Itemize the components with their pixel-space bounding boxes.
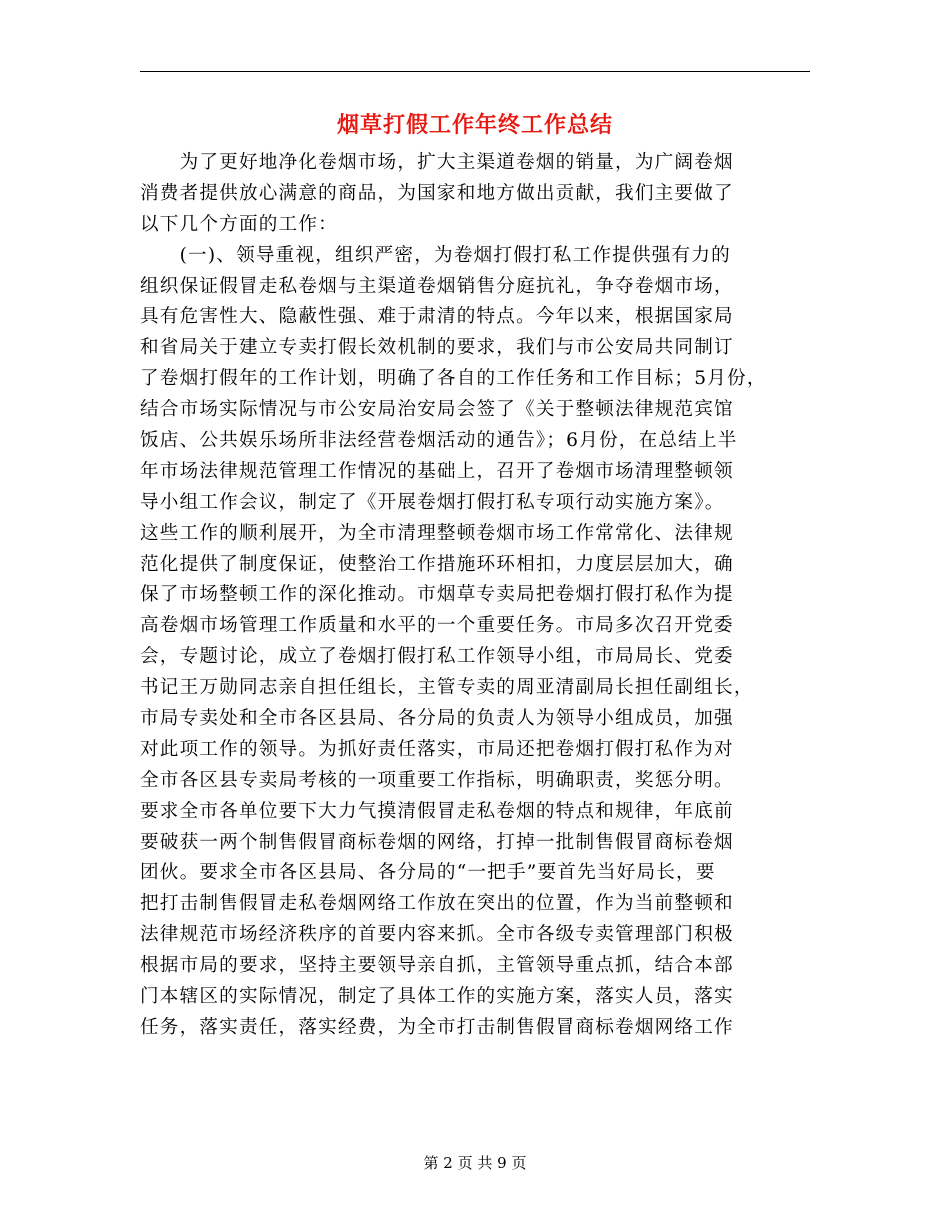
body-line: 法律规范市场经济秩序的首要内容来抓。全市各级专卖管理部门积极 <box>140 924 734 946</box>
body-line: 范化提供了制度保证，使整治工作措施环环相扣，力度层层加大，确 <box>140 553 734 575</box>
body-line: 门本辖区的实际情况，制定了具体工作的实施方案，落实人员，落实 <box>140 986 734 1008</box>
body-line: 具有危害性大、隐蔽性强、难于肃清的特点。今年以来，根据国家局 <box>140 306 734 328</box>
body-line: 把打击制售假冒走私卷烟网络工作放在突出的位置，作为当前整顿和 <box>140 893 734 915</box>
body-line: 饭店、公共娱乐场所非法经营卷烟活动的通告》；6月份，在总结上半 <box>140 430 738 452</box>
body-line: 书记王万勋同志亲自担任组长，主管专卖的周亚清副局长担任副组长， <box>140 677 754 699</box>
page-number-footer: 第 2 页 共 9 页 <box>423 1154 527 1172</box>
body-line: 了卷烟打假年的工作计划，明确了各自的工作任务和工作目标；5月份， <box>140 368 767 390</box>
body-line: 为了更好地净化卷烟市场，扩大主渠道卷烟的销量，为广阔卷烟 <box>140 152 734 173</box>
body-line: (一)、领导重视，组织严密，为卷烟打假打私工作提供强有力的 <box>140 244 731 266</box>
header-rule <box>140 71 810 72</box>
body-line: 结合市场实际情况与市公安局治安局会签了《关于整顿法律规范宾馆 <box>140 399 734 421</box>
body-line: 根据市局的要求，坚持主要领导亲自抓，主管领导重点抓，结合本部 <box>140 955 734 977</box>
body-line: 和省局关于建立专卖打假长效机制的要求，我们与市公安局共同制订 <box>140 337 734 359</box>
body-line: 任务，落实责任，落实经费，为全市打击制售假冒商标卷烟网络工作 <box>140 1016 734 1038</box>
body-line: 导小组工作会议，制定了《开展卷烟打假打私专项行动实施方案》。 <box>140 491 725 513</box>
body-line: 以下几个方面的工作： <box>140 213 338 235</box>
body-line: 这些工作的顺利展开，为全市清理整顿卷烟市场工作常常化、法律规 <box>140 522 734 544</box>
body-line: 会，专题讨论，成立了卷烟打假打私工作领导小组，市局局长、党委 <box>140 646 734 668</box>
body-line: 团伙。要求全市各区县局、各分局的“一把手”要首先当好局长，要 <box>140 862 716 884</box>
body-line: 消费者提供放心满意的商品，为国家和地方做出贡献，我们主要做了 <box>140 182 734 204</box>
body-line: 要求全市各单位要下大力气摸清假冒走私卷烟的特点和规律，年底前 <box>140 800 734 822</box>
body-line: 市局专卖处和全市各区县局、各分局的负责人为领导小组成员，加强 <box>140 708 734 730</box>
body-line: 组织保证假冒走私卷烟与主渠道卷烟销售分庭抗礼，争夺卷烟市场， <box>140 275 734 297</box>
document-body <box>140 148 840 1044</box>
body-line: 全市各区县专卖局考核的一项重要工作指标，明确职责，奖惩分明。 <box>140 769 734 791</box>
document-title: 烟草打假工作年终工作总结 <box>336 112 613 138</box>
body-line: 年市场法律规范管理工作情况的基础上，召开了卷烟市场清理整顿领 <box>140 460 734 482</box>
body-line: 要破获一两个制售假冒商标卷烟的网络，打掉一批制售假冒商标卷烟 <box>140 831 734 853</box>
body-line: 对此项工作的领导。为抓好责任落实，市局还把卷烟打假打私作为对 <box>140 738 734 760</box>
body-line: 高卷烟市场管理工作质量和水平的一个重要任务。市局多次召开党委 <box>140 615 734 637</box>
body-line: 保了市场整顿工作的深化推动。市烟草专卖局把卷烟打假打私作为提 <box>140 584 734 606</box>
